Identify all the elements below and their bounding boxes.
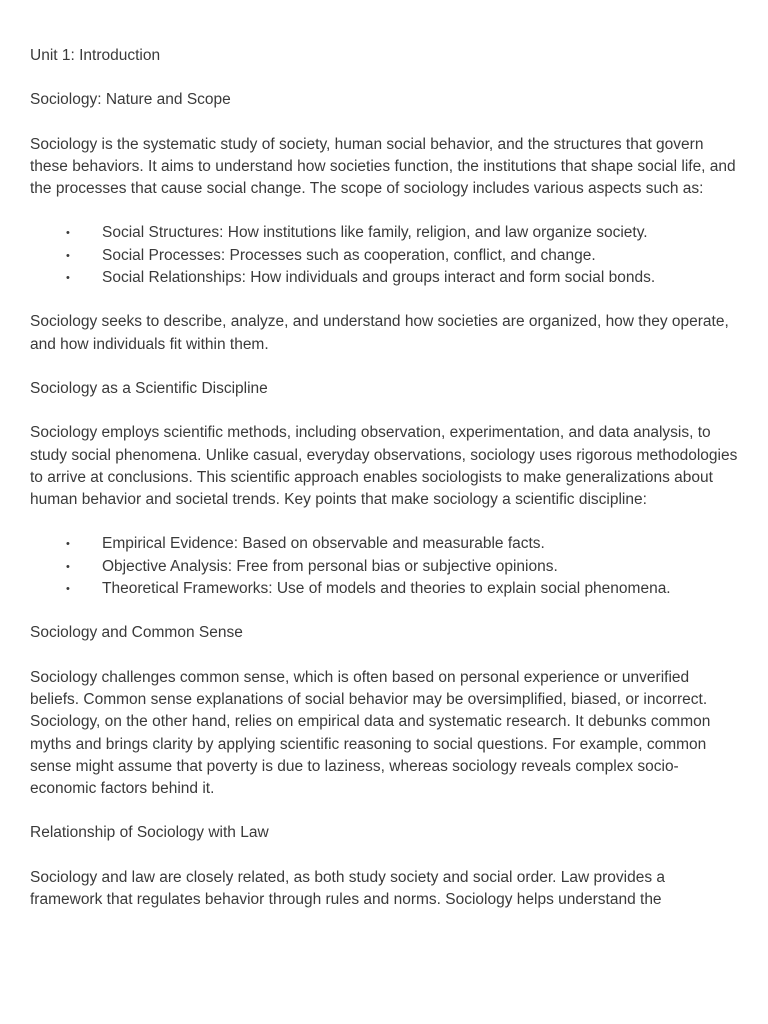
- section-heading-common-sense: Sociology and Common Sense: [30, 624, 243, 642]
- list-item-text: Empirical Evidence: Based on observable and measurable facts.: [102, 535, 545, 553]
- list-item: [30, 578, 738, 600]
- spacer: [30, 112, 738, 134]
- spacer: [30, 600, 738, 622]
- paragraph-scientific-intro: Sociology employs scientific methods, including observation, experimentation, and data analysis, to study social phenomena. Unlike casual, everyday observations, sociology uses rigorous methodologies to arrive at conclusions. This scientific approach enables sociologists to make generalizations about human behavior and societal trends. Key points that make sociology a scientific discipline:: [30, 424, 738, 509]
- list-item-text: Objective Analysis: Free from personal bias or subjective opinions.: [102, 557, 558, 575]
- list-item-text: Social Processes: Processes such as cooperation, conflict, and change.: [102, 246, 596, 264]
- list-item-text: Theoretical Frameworks: Use of models and theories to explain social phenomena.: [102, 580, 671, 598]
- list-item: [30, 222, 738, 244]
- bullet-icon: •: [66, 560, 70, 573]
- paragraph-common-sense: Sociology challenges common sense, which is often based on personal experience or unverified beliefs. Common sense explanations of social behavior may be oversimplified, biased, or incorrect. Sociology, on the other hand, relies on empirical data and systematic research. It debunks common myths and brings clarity by applying scientific reasoning to social questions. For example, common sense might assume that poverty is due to laziness, whereas sociology reveals complex socio-economic factors behind it.: [30, 668, 711, 798]
- spacer: [30, 800, 738, 822]
- spacer: [30, 645, 738, 667]
- unit-title: Unit 1: Introduction: [30, 47, 161, 64]
- bullet-icon: •: [66, 227, 70, 240]
- list-item: [30, 267, 738, 289]
- spacer: [30, 356, 738, 378]
- bullet-icon: •: [66, 249, 70, 262]
- bullet-list-scope: [30, 222, 738, 289]
- list-item: [30, 245, 738, 267]
- paragraph-law: Sociology and law are closely related, as both study society and social order. Law provides a framework that regulates behavior through rules and norms. Sociology helps understand the: [30, 868, 665, 909]
- spacer: [30, 845, 738, 867]
- spacer: [30, 200, 738, 222]
- bullet-icon: •: [66, 272, 70, 285]
- list-item-text: Social Relationships: How individuals and groups interact and form social bonds.: [102, 269, 656, 287]
- bullet-icon: •: [66, 583, 70, 596]
- list-item: [30, 533, 738, 555]
- section-heading-scientific-discipline: Sociology as a Scientific Discipline: [30, 379, 268, 397]
- spacer: [30, 289, 738, 311]
- section-heading-law: Relationship of Sociology with Law: [30, 824, 269, 842]
- spacer: [30, 511, 738, 533]
- spacer: [30, 400, 738, 422]
- spacer: [30, 67, 738, 89]
- section-heading-nature-scope: Sociology: Nature and Scope: [30, 91, 231, 109]
- bullet-icon: •: [66, 538, 70, 551]
- paragraph-nature-scope-intro: Sociology is the systematic study of society, human social behavior, and the structures that govern these behaviors. It aims to understand how societies function, the institutions that shape social life, and the processes that cause social change. The scope of sociology includes various aspects such as:: [30, 135, 736, 198]
- list-item: [30, 556, 738, 578]
- bullet-list-scientific: [30, 533, 738, 600]
- paragraph-nature-scope-outro: Sociology seeks to describe, analyze, and understand how societies are organized, how they operate, and how individuals fit within them.: [30, 313, 729, 353]
- list-item-text: Social Structures: How institutions like family, religion, and law organize society.: [102, 224, 648, 242]
